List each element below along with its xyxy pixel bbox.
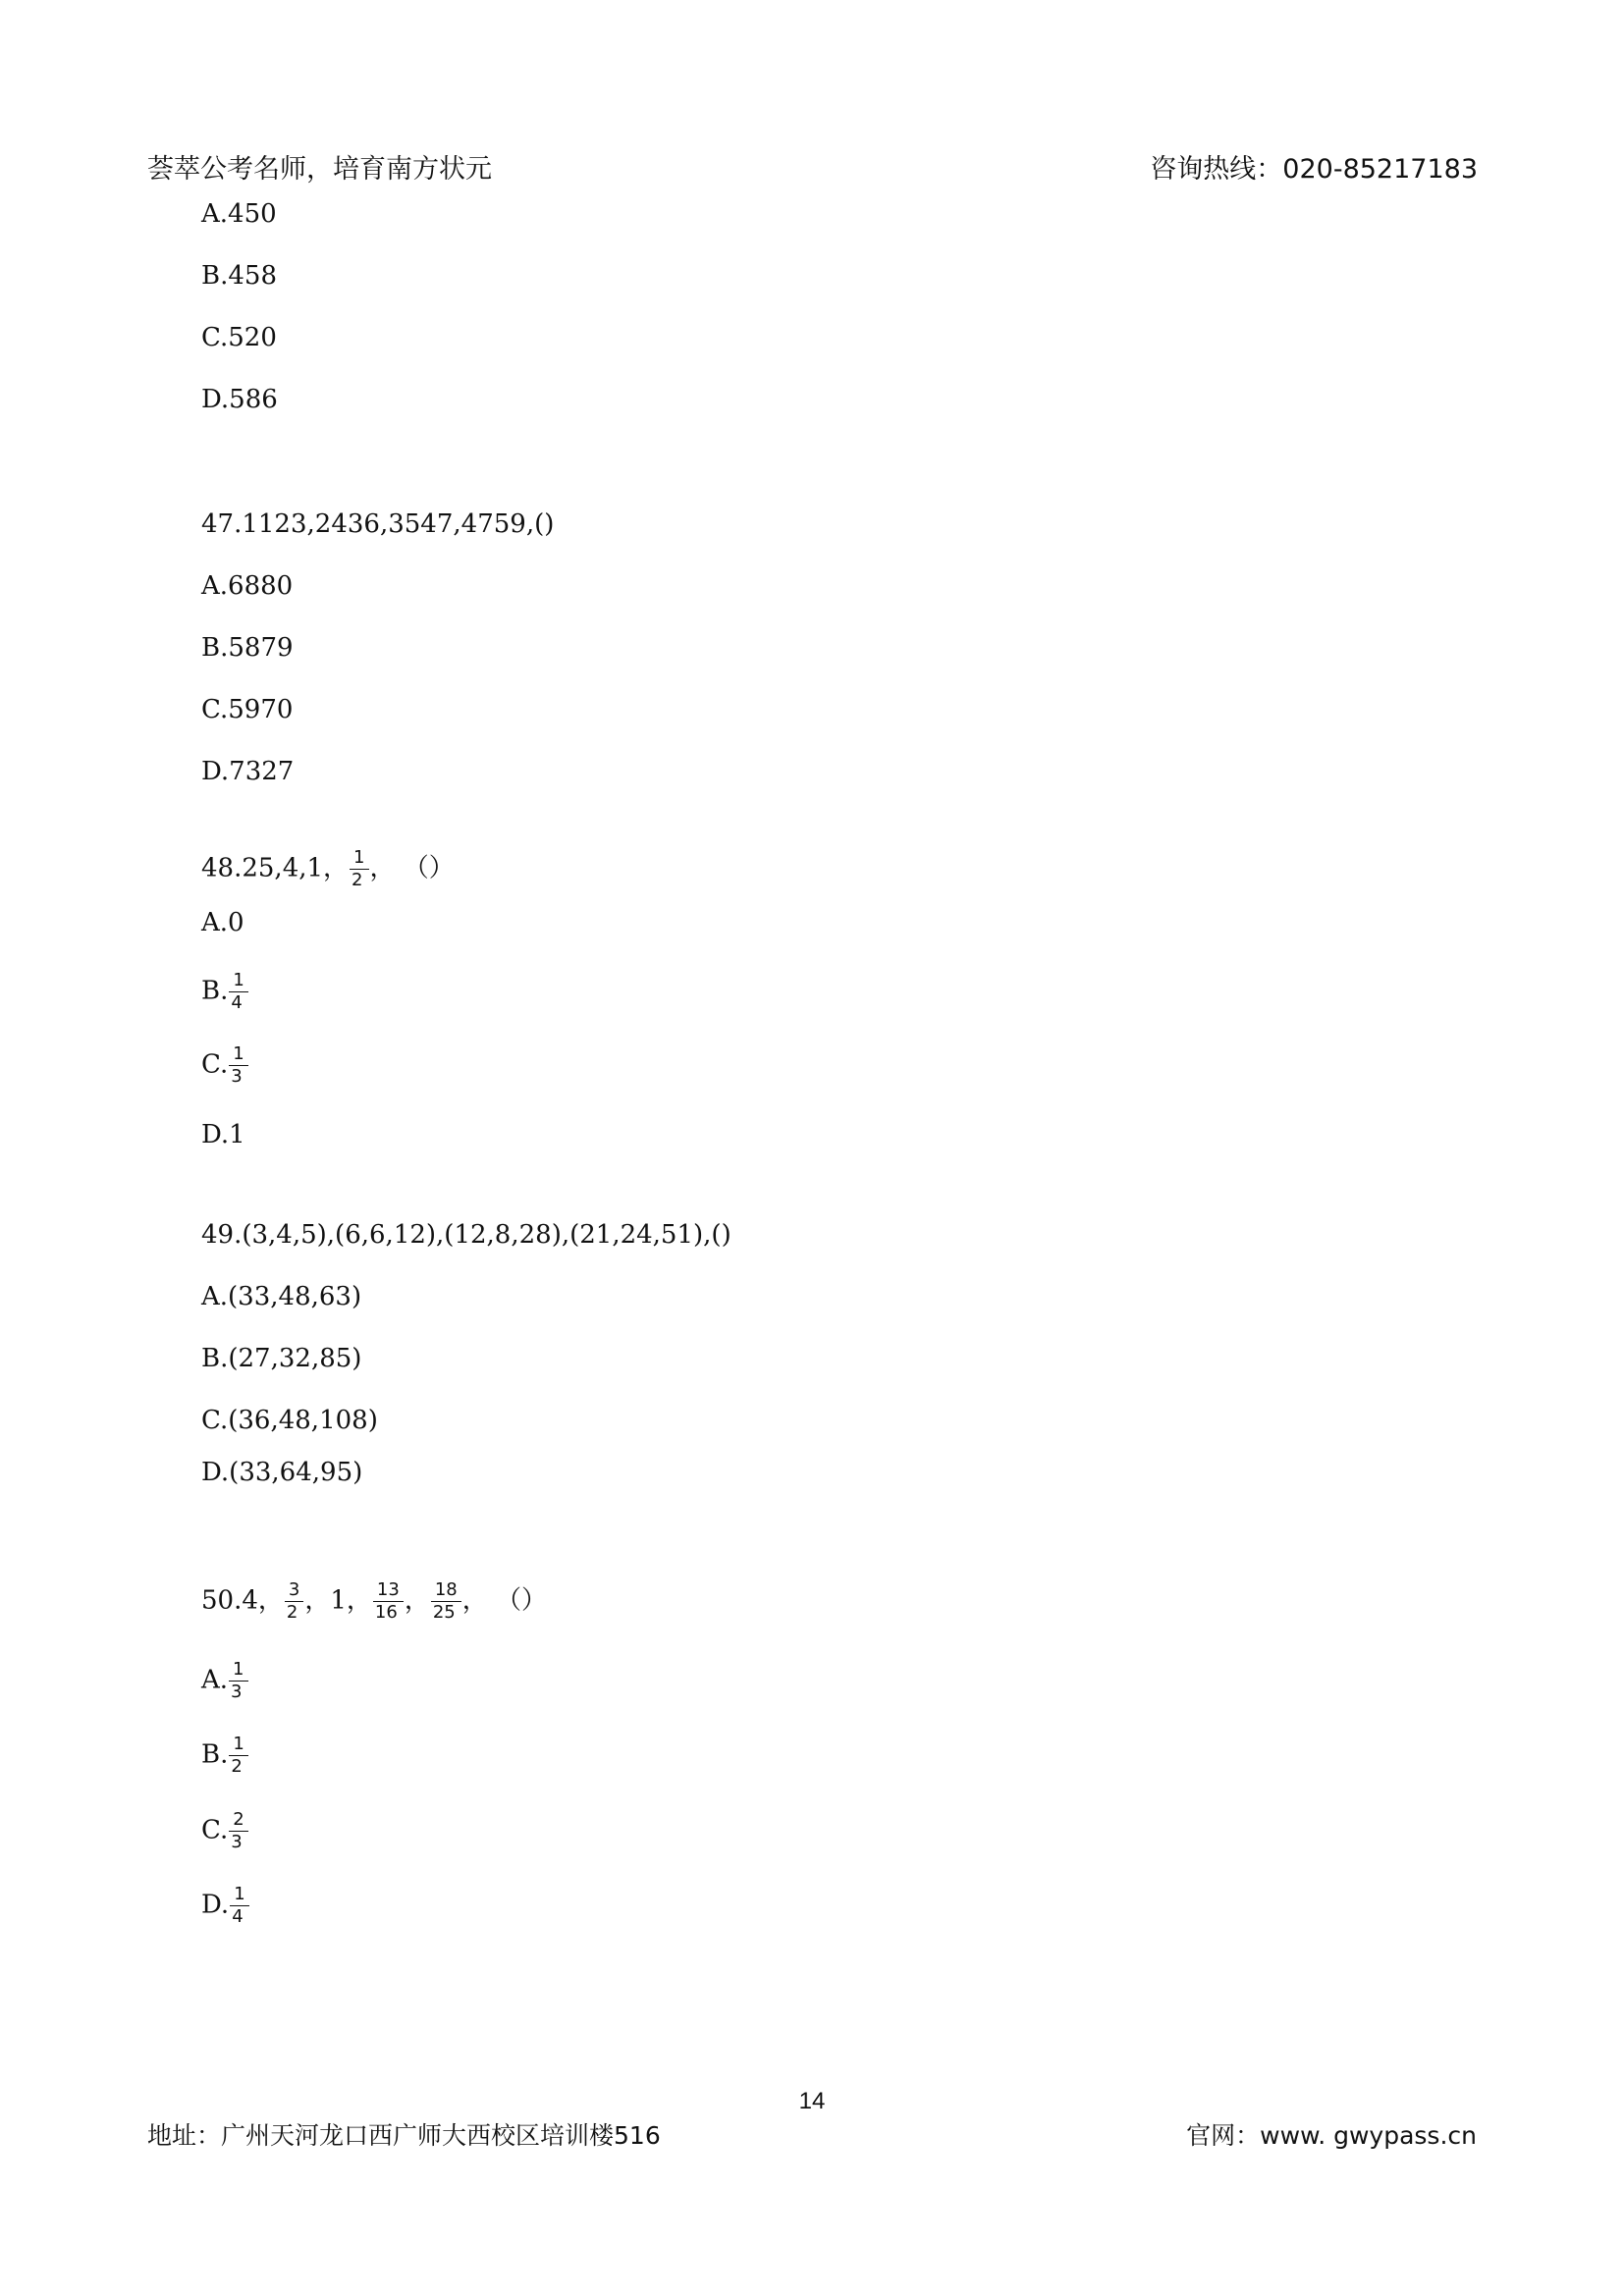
q48-stem-prefix: 48.25,4,1， [201,853,350,883]
fraction: $\frac{1}{2}$ [231,1734,245,1778]
q49-option-a: A.(33,48,63) [201,1282,362,1311]
q46-option-d: D.586 [201,385,278,414]
q49-stem: 49.(3,4,5),(6,6,12),(12,8,28),(21,24,51),() [201,1220,731,1250]
fraction: $\frac{13}{16}$ [375,1579,402,1624]
q48-option-a: A.0 [201,908,244,937]
q46-option-c: C.520 [201,323,277,352]
q50-option-a: A. $\frac{1}{3}$ [201,1659,249,1703]
q49-option-c: C.(36,48,108) [201,1406,378,1435]
footer-website: 官网：www. gwypass.cn [1186,2121,1477,2150]
fraction: $\frac{1}{3}$ [231,1659,245,1703]
fraction: $\frac{1}{4}$ [232,1884,246,1928]
q46-option-b: B.458 [201,261,277,291]
header-hotline: 咨询热线：020-85217183 [1150,154,1478,185]
fraction: $\frac{18}{25}$ [433,1579,460,1624]
footer-address: 地址：广州天河龙口西广师大西校区培训楼516 [147,2121,661,2150]
q47-option-a: A.6880 [201,571,294,601]
q50-stem: 50.4， $\frac{3}{2}$ ，1， $\frac{13}{16}$ ， $\frac{18}{25}$ ， （） [201,1579,547,1623]
q48-stem [201,847,455,891]
fraction: $\frac{1}{4}$ [231,970,245,1014]
q50-option-d: D. $\frac{1}{4}$ [201,1884,250,1928]
page-number: 14 [798,2088,826,2114]
header-slogan: 荟萃公考名师，培育南方状元 [147,154,492,185]
q49-option-d: D.(33,64,95) [201,1458,363,1487]
q47-stem: 47.1123,2436,3547,4759,() [201,509,555,539]
q50-option-c: C. $\frac{2}{3}$ [201,1809,249,1853]
fraction: $\frac{2}{3}$ [231,1809,245,1853]
fraction: $\frac{3}{2}$ [287,1579,301,1624]
q47-option-d: D.7327 [201,757,295,786]
q48-option-d: D.1 [201,1120,245,1149]
q49-option-b: B.(27,32,85) [201,1344,362,1373]
q48-stem-suffix: ， （） [369,853,455,883]
q48-option-b: B. $\frac{1}{4}$ [201,970,249,1014]
fraction: $\frac{1}{3}$ [231,1043,245,1088]
q46-option-a: A.450 [201,199,277,229]
q47-option-c: C.5970 [201,695,294,724]
fraction: $\frac{1}{2}$ [352,847,366,891]
q48-option-c: C. $\frac{1}{3}$ [201,1043,249,1088]
q47-option-b: B.5879 [201,633,294,663]
q50-option-b: B. $\frac{1}{2}$ [201,1734,249,1778]
